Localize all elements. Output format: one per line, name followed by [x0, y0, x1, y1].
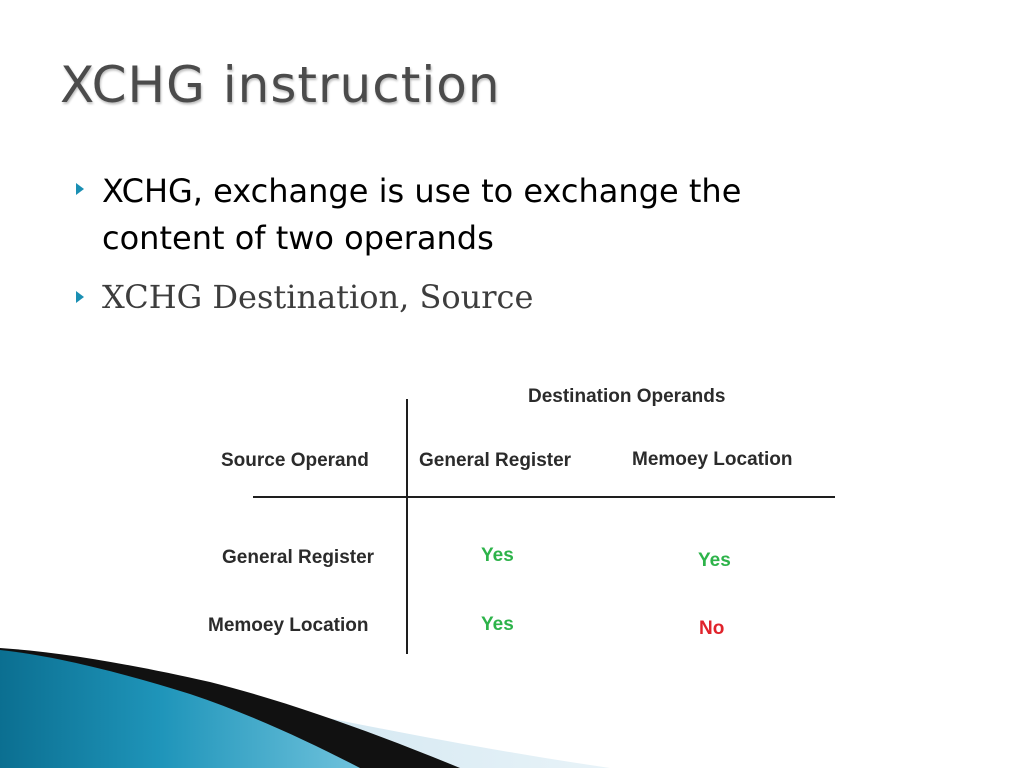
row-label-general-register: General Register	[222, 547, 375, 568]
cell-mem-mem: No	[699, 618, 725, 639]
bullet-arrow-icon	[76, 291, 84, 303]
bullet-text-1: XCHG, exchange is use to exchange the content of two operands	[102, 172, 742, 257]
row-label-memory-location: Memoey Location	[208, 615, 369, 636]
bullet-arrow-icon	[76, 183, 84, 195]
cell-gr-gr: Yes	[481, 545, 514, 566]
source-header: Source Operand	[221, 450, 369, 471]
cell-gr-mem: Yes	[698, 550, 731, 571]
bullet-item-2	[76, 277, 533, 317]
bullet-item-1	[76, 170, 876, 262]
column-header-memory-location: Memoey Location	[632, 449, 793, 470]
column-header-general-register: General Register	[419, 450, 572, 471]
cell-mem-gr: Yes	[481, 614, 514, 635]
bullet-text-2: XCHG Destination, Source	[102, 278, 534, 316]
slide-title: XCHG instruction	[60, 56, 501, 114]
table-vertical-divider	[406, 399, 408, 654]
destination-header: Destination Operands	[528, 386, 726, 407]
table-horizontal-divider	[253, 496, 835, 498]
